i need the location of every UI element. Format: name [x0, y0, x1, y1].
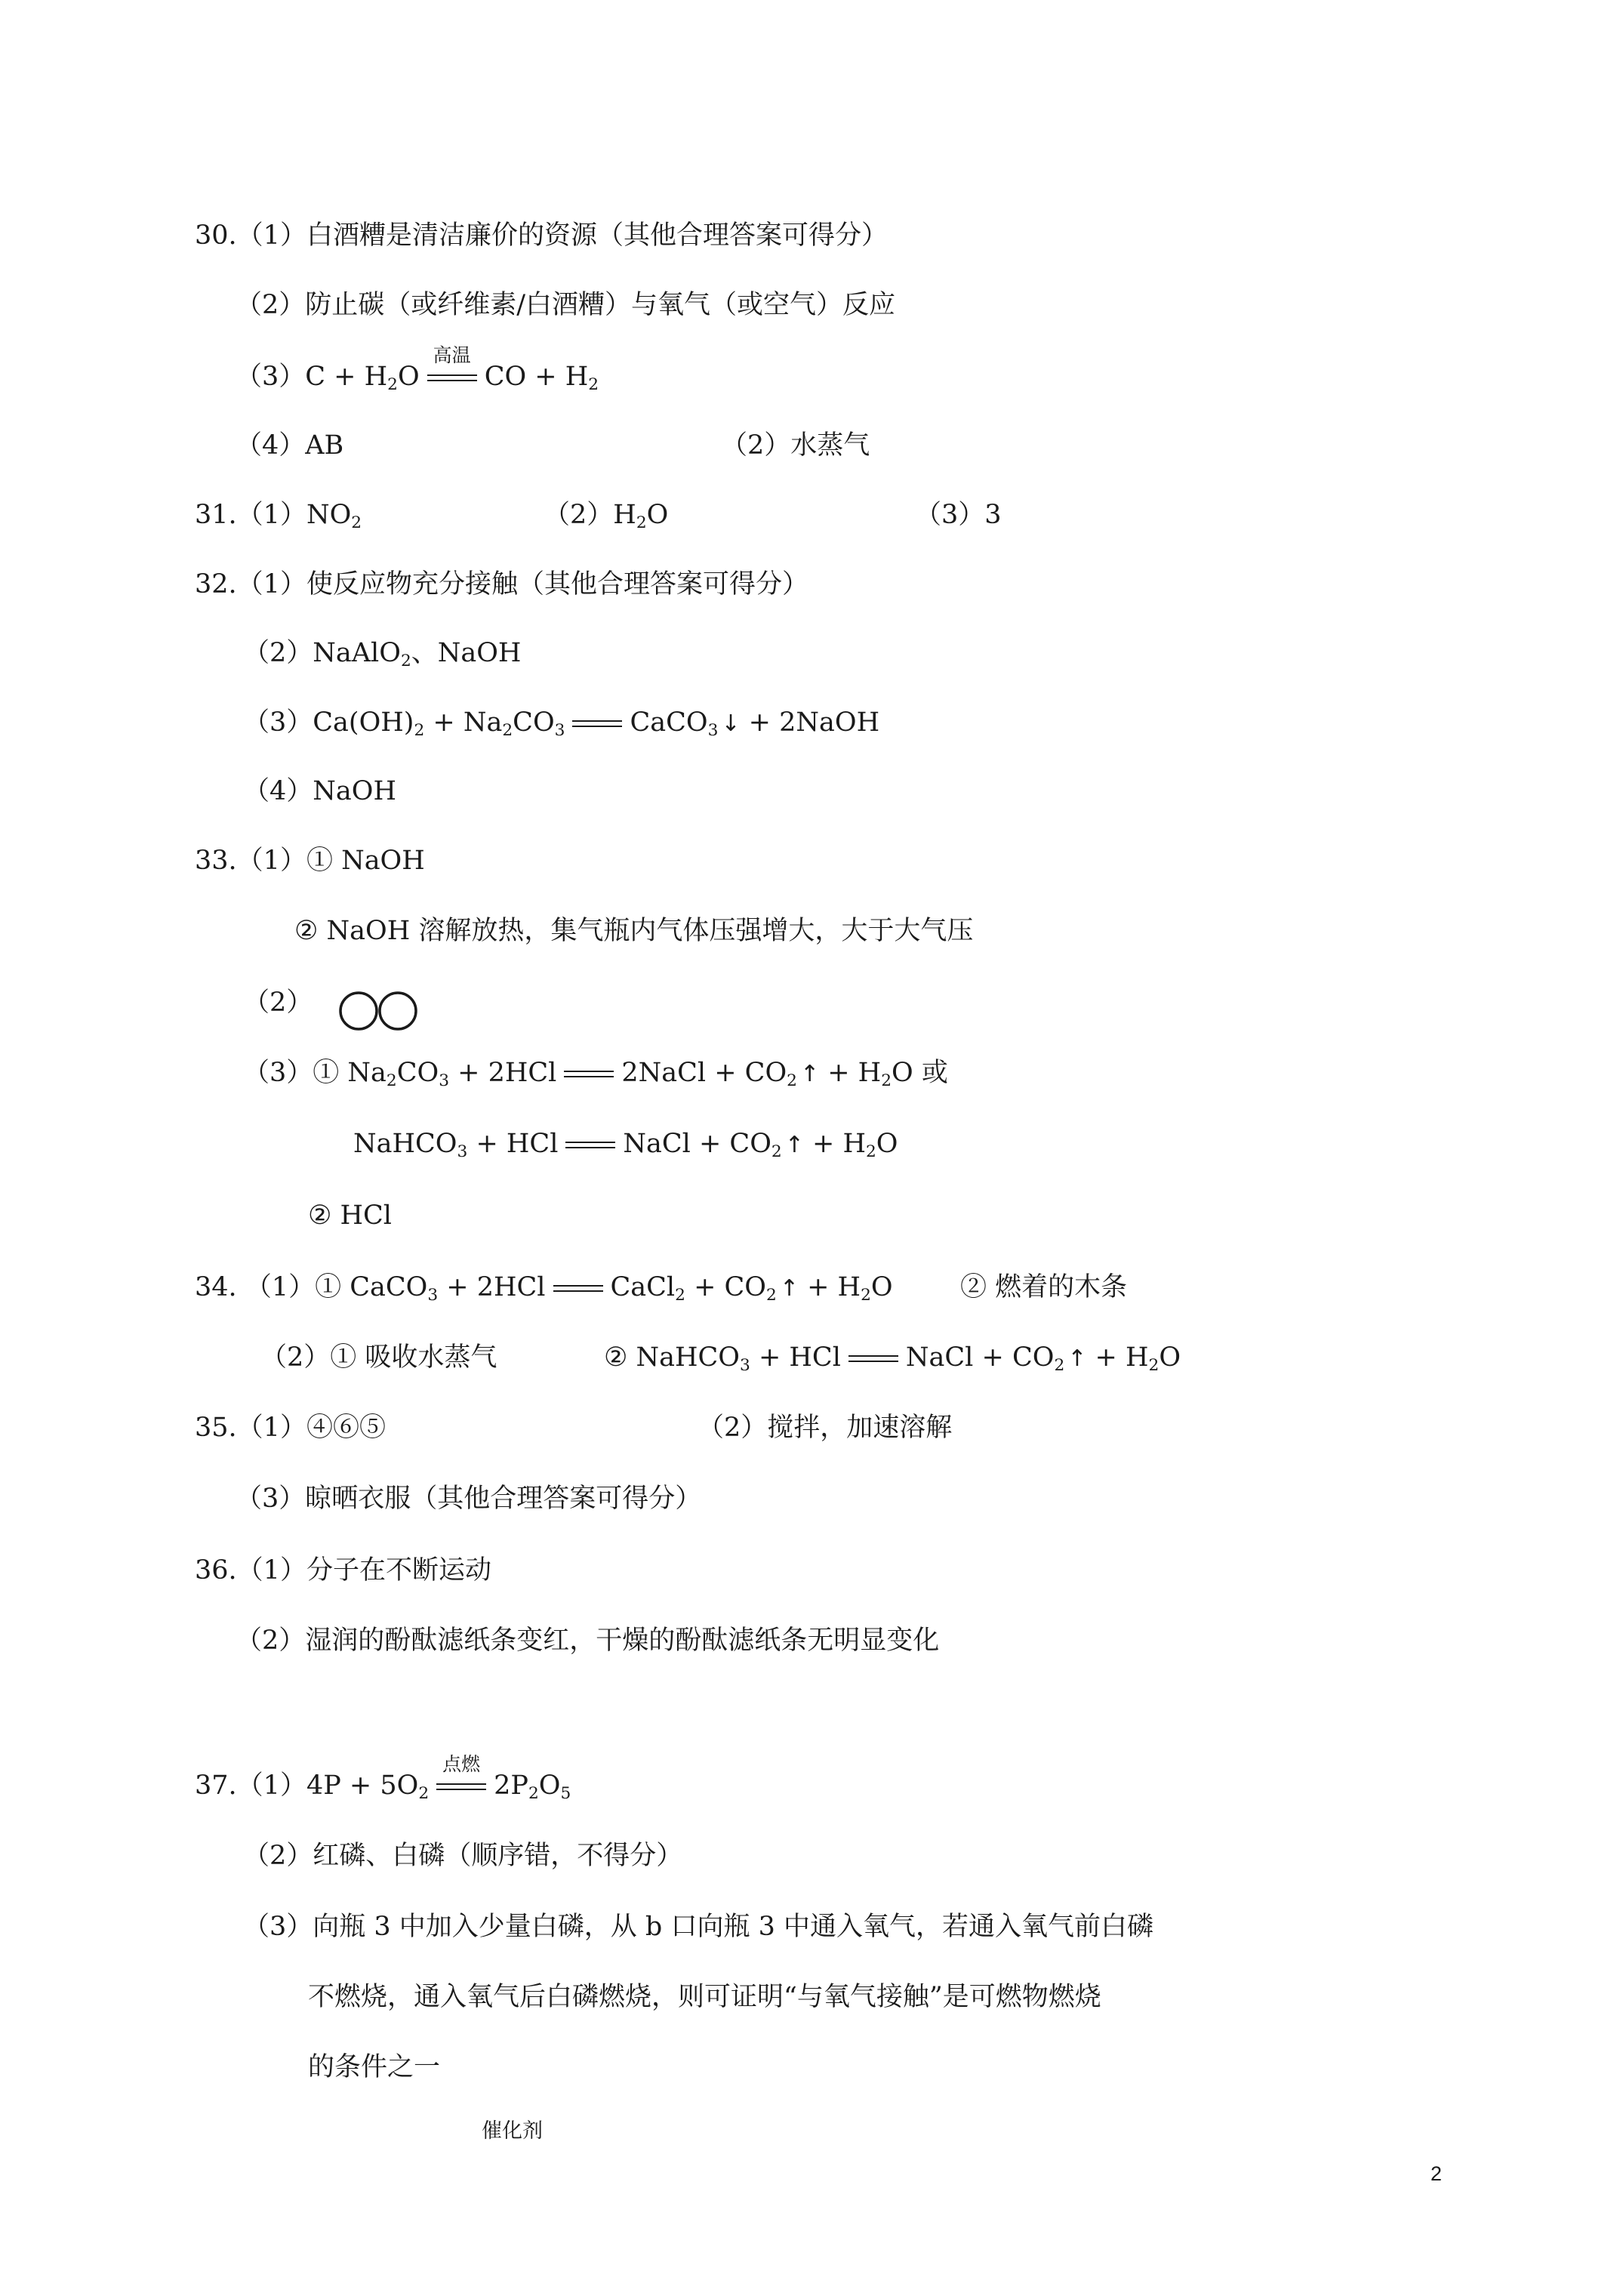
q31-part-2: $(2)H_2O$ — [544, 500, 669, 533]
q36-line-2: （2）湿润的酚酞滤纸条变红，干燥的酚酞滤纸条无明显变化 — [236, 1626, 940, 1656]
q30-line-2: （2）防止碳（或纤维素/白酒糟）与氧气（或空气）反应 — [236, 290, 896, 320]
q33-line-2: （2） — [243, 988, 313, 1018]
q37-line-3a: （3）向瓶 3 中加入少量白磷，从 b 口向瓶 3 中通入氧气，若通入氧气前白磷 — [243, 1912, 1153, 1942]
q37-number: 37. — [195, 1771, 237, 1801]
q33-equation-3a: （3）① $Na_2CO_3 + 2HCl$ 2NaCl + $CO_2$ ↑ + $H_2O$ 或 — [243, 1058, 948, 1091]
q35-line-1b: （2）搅拌，加速溶解 — [698, 1413, 953, 1443]
precipitate-arrow-icon: ↓ — [721, 710, 741, 737]
gas-arrow-icon: ↑ — [784, 1132, 804, 1158]
q30-line-4: （4）AB — [236, 430, 344, 461]
q30-line-1: 30.（1）白酒糟是清洁廉价的资源（其他合理答案可得分） — [195, 220, 888, 251]
q35-line-3: （3）晾晒衣服（其他合理答案可得分） — [236, 1484, 702, 1514]
q32-line-1: 32.（1）使反应物充分接触（其他合理答案可得分） — [195, 569, 808, 599]
q31-line: $31.(1)NO_2$ — [195, 500, 362, 533]
q35-line-1: 35.（1）④⑥⑤ — [195, 1413, 386, 1443]
q31-part-3: （3）3 — [915, 500, 1002, 530]
q34-line-1b: ② 燃着的木条 — [960, 1272, 1128, 1302]
q34-line-2a: （2）① 吸收水蒸气 — [260, 1342, 497, 1373]
q34-equation-2b: ② NaHCO$_3$ + HCl NaCl + $CO_2$ ↑ + $H_2O$ — [604, 1342, 1181, 1376]
q32-number: 32. — [195, 569, 237, 599]
reaction-equals-sign — [565, 1127, 615, 1160]
q32-line-4: （4）NaOH — [243, 776, 396, 806]
gas-arrow-icon: ↑ — [779, 1275, 799, 1302]
reaction-condition: 高温 — [433, 344, 471, 366]
page-number: 2 — [1431, 2162, 1443, 2185]
q37-line-3b: 不燃烧，通入氧气后白磷燃烧，则可证明“与氧气接触”是可燃物燃烧 — [308, 1982, 1101, 2012]
q30-equation-3: $(3)C + H_2O$ 高温 CO + $H_2$ — [236, 360, 599, 393]
reaction-equals-sign — [436, 1753, 486, 1802]
reaction-equals-sign — [564, 1056, 614, 1089]
q37-equation-1: $37.(1)4P + 5O_2$ 点燃 $2P_2O_5$ — [195, 1769, 571, 1802]
q37-line-3c: 的条件之一 — [308, 2052, 441, 2082]
q33-line-3c: ② HCl — [308, 1200, 392, 1231]
reaction-condition: 点燃 — [442, 1753, 481, 1775]
q32-equation-3: $(3)Ca(OH)_2 + Na_2CO_3$ CaCO$_3$ ↓ + 2NaOH — [243, 707, 880, 741]
q37-line-2: （2）红磷、白磷（顺序错，不得分） — [243, 1841, 683, 1871]
q33-line-1: 33.（1）① NaOH — [195, 846, 425, 876]
q32-line-2: （2）NaAlO$_2$、NaOH — [243, 638, 522, 671]
q36-number: 36. — [195, 1555, 237, 1586]
q33-equation-3b: NaHCO$_3$ + HCl NaCl + $CO_2$ ↑ + $H_2O$ — [353, 1129, 898, 1162]
catalyst-label: 催化剂 — [482, 2119, 543, 2143]
reaction-equals-sign — [553, 1271, 603, 1304]
q36-line-1: 36.（1）分子在不断运动 — [195, 1555, 491, 1586]
reaction-equals-sign — [572, 706, 622, 739]
q31-number: 31. — [195, 500, 237, 530]
atom-circle-left — [340, 993, 377, 1029]
q33-line-1b: ② NaOH 溶解放热，集气瓶内气体压强增大，大于大气压 — [294, 916, 974, 946]
q34-number: 34. — [195, 1272, 237, 1302]
q35-number: 35. — [195, 1413, 237, 1443]
reaction-equals-sign — [427, 344, 477, 393]
atom-circle-right — [380, 993, 416, 1029]
q33-number: 33. — [195, 846, 237, 876]
molecule-diagram — [338, 990, 421, 1032]
gas-arrow-icon: ↑ — [1067, 1345, 1087, 1372]
q30-number: 30. — [195, 220, 237, 251]
q30-line-4b: （2）水蒸气 — [721, 430, 870, 461]
q34-equation-1: 34. （1）① CaCO$_3$ + 2HCl CaCl$_2$ + $CO_2$ ↑ + $H_2O$ — [195, 1272, 893, 1305]
reaction-equals-sign — [848, 1341, 898, 1374]
gas-arrow-icon: ↑ — [799, 1061, 820, 1087]
